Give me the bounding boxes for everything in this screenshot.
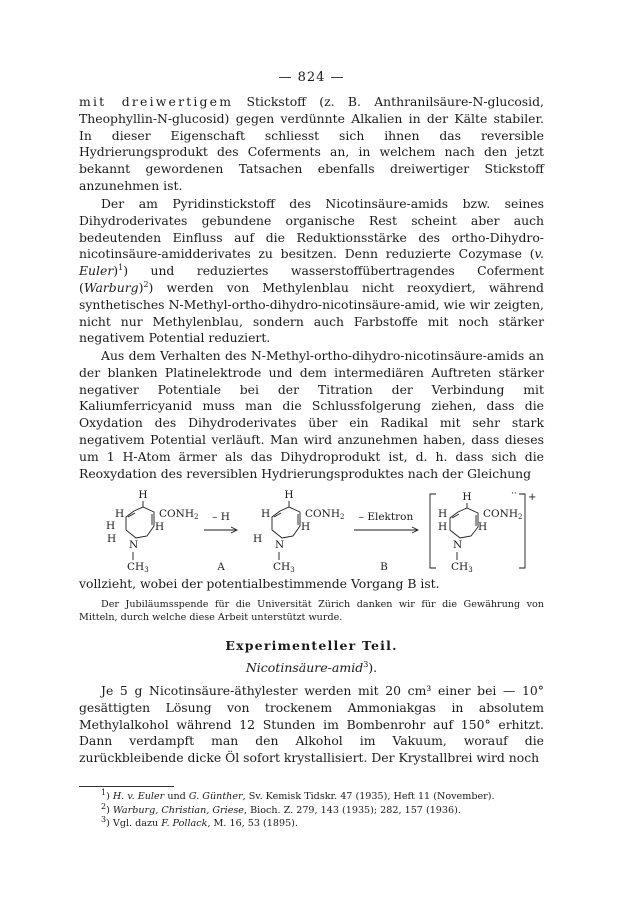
structure-dihydro [106,490,198,572]
paragraph-4: vollzieht, wobei der potentialbestimmende Vorgang B ist. [79,576,440,591]
paragraph-2: Der am Pyridinstickstoff des Nicotinsäure-amids bzw. seines Dihydroderivates gebundene organische Rest scheint aber auch bedeutenden Einfluss auf die Reduktionsstärke des ortho-Dihydro-nicotinsäure-amidderivates zu besitzen. Denn reduzierte Cozymase (v. Euler)$^1$) und reduziertes wasserstoffübertragendes Coferment (Warburg)$^2$) werden von Methylenblau nicht reoxydiert, während synthetisches N-Methyl-ortho-dihydro-nicotinsäure-amid, wie wir zeigten, nicht nur Methylenblau, sondern auch Farbstoffe mit noch stärker negativem Potential reduziert. [79,196,544,346]
svg-text:– Elektron: – Elektron [358,511,414,523]
paragraph-5: Je 5 g Nicotinsäure-äthylester werden mit 20 cm³ einer bei — 10° gesättigten Lösung von trockenem Ammoniakgas in absolutem Methylalkohol während 12 Stunden im Bombenrohr auf 150° erhitzt. Dann verdampft man den Alkohol im Vakuum, worauf die zurückbleibende dicke Öl sofort krystallisiert. Der Krystallbrei wird noch [79,683,544,766]
svg-text:H: H [284,490,294,501]
svg-text:H: H [261,508,271,520]
svg-text:– H: – H [212,511,230,523]
svg-text:H: H [138,490,148,501]
footnote-3: $^3$) Vgl. dazu F. Pollack, M. 16, 53 (1895). [101,814,298,829]
structure-radical [253,490,344,572]
footnotes [79,787,544,831]
page-number: — 824 — [278,70,345,85]
svg-text:H: H [438,521,448,533]
para1-rest: Stickstoff (z. B. Anthranilsäure-N-glucosid, Theophyllin-N-glucosid) gegen verdünnte Alkalien in der Kälte stabiler. In dieser Eigenschaft schliesst sich ihnen das reversible Hydrierungsprodukt des Coferments an, in welchem nach den jetzt bekannt gewordenen Tatsachen ebenfalls dreiwertiger Stickstoff anzunehmen ist. [79,94,544,193]
acknowledgement: Der Jubiläumsspende für die Universität Zürich danken wir für die Gewährung von Mitteln, durch welche diese Arbeit unterstützt wurde. [79,599,544,623]
svg-text:N: N [453,539,463,551]
svg-text:H: H [301,521,311,533]
footnote-1: $^1$) H. v. Euler und G. Günther, Sv. Kemisk Tidskr. 47 (1935), Heft 11 (November). [101,787,495,802]
svg-text:H: H [106,520,116,532]
svg-text:CH3: CH3 [451,561,473,572]
svg-text:CH3: CH3 [127,561,149,572]
para1-lead: mit dreiwertigem [79,94,234,109]
arrow-step-a [204,511,237,572]
svg-text:N: N [129,539,139,551]
label-a: A [217,561,225,572]
footnote-ref-1: 1 [118,263,124,273]
svg-text:N: N [275,539,285,551]
author-euler: v. Euler [79,246,544,279]
svg-text:H: H [155,521,165,533]
svg-text:H: H [115,508,125,520]
reaction-scheme [79,490,544,572]
svg-text:H: H [107,533,117,545]
svg-text:H: H [478,521,488,533]
section-heading: Experimenteller Teil. [225,638,398,653]
svg-text:CH3: CH3 [273,561,295,572]
footnote-2: $^2$) Warburg, Christian, Griese, Bioch. Z. 279, 143 (1935); 282, 157 (1936). [101,801,461,816]
paragraph-1 [79,94,544,195]
arrow-step-b [354,511,418,572]
charge-plus: + [528,492,537,503]
structure-cation [430,490,536,572]
svg-text:H: H [253,533,263,545]
footnote-rule [79,786,174,787]
footnote-ref-2: 2 [143,279,149,289]
reaction-scheme-svg [79,490,544,572]
paragraph-3: Aus dem Verhalten des N-Methyl-ortho-dihydro-nicotinsäure-amids an der blanken Platinelektrode und dem intermediären Auftreten stärker negativer Potentiale bei der Titration der Verbindung mit Kaliumferricyanid muss man die Schlussfolgerung ziehen, dass die Oxydation des Dihydroderivates über ein Radikal mit sehr stark negativem Potential verläuft. Man wird anzunehmen haben, dass dieses um 1 H-Atom ärmer als das Dihydroprodukt ist, d. h. dass sich die Reoxydation des reversiblen Hydrierungsproduktes nach der Gleichung [79,348,544,481]
author-warburg: Warburg [83,279,139,295]
svg-text:··: ·· [511,490,517,499]
subsection-heading: Nicotinsäure-amid$^3$). [245,659,378,675]
svg-text:H: H [438,508,448,520]
svg-text:CONH2: CONH2 [483,508,523,521]
label-b: B [380,561,388,572]
svg-text:CONH2: CONH2 [305,508,345,521]
svg-text:CONH2: CONH2 [159,508,199,521]
svg-text:H: H [462,491,472,503]
